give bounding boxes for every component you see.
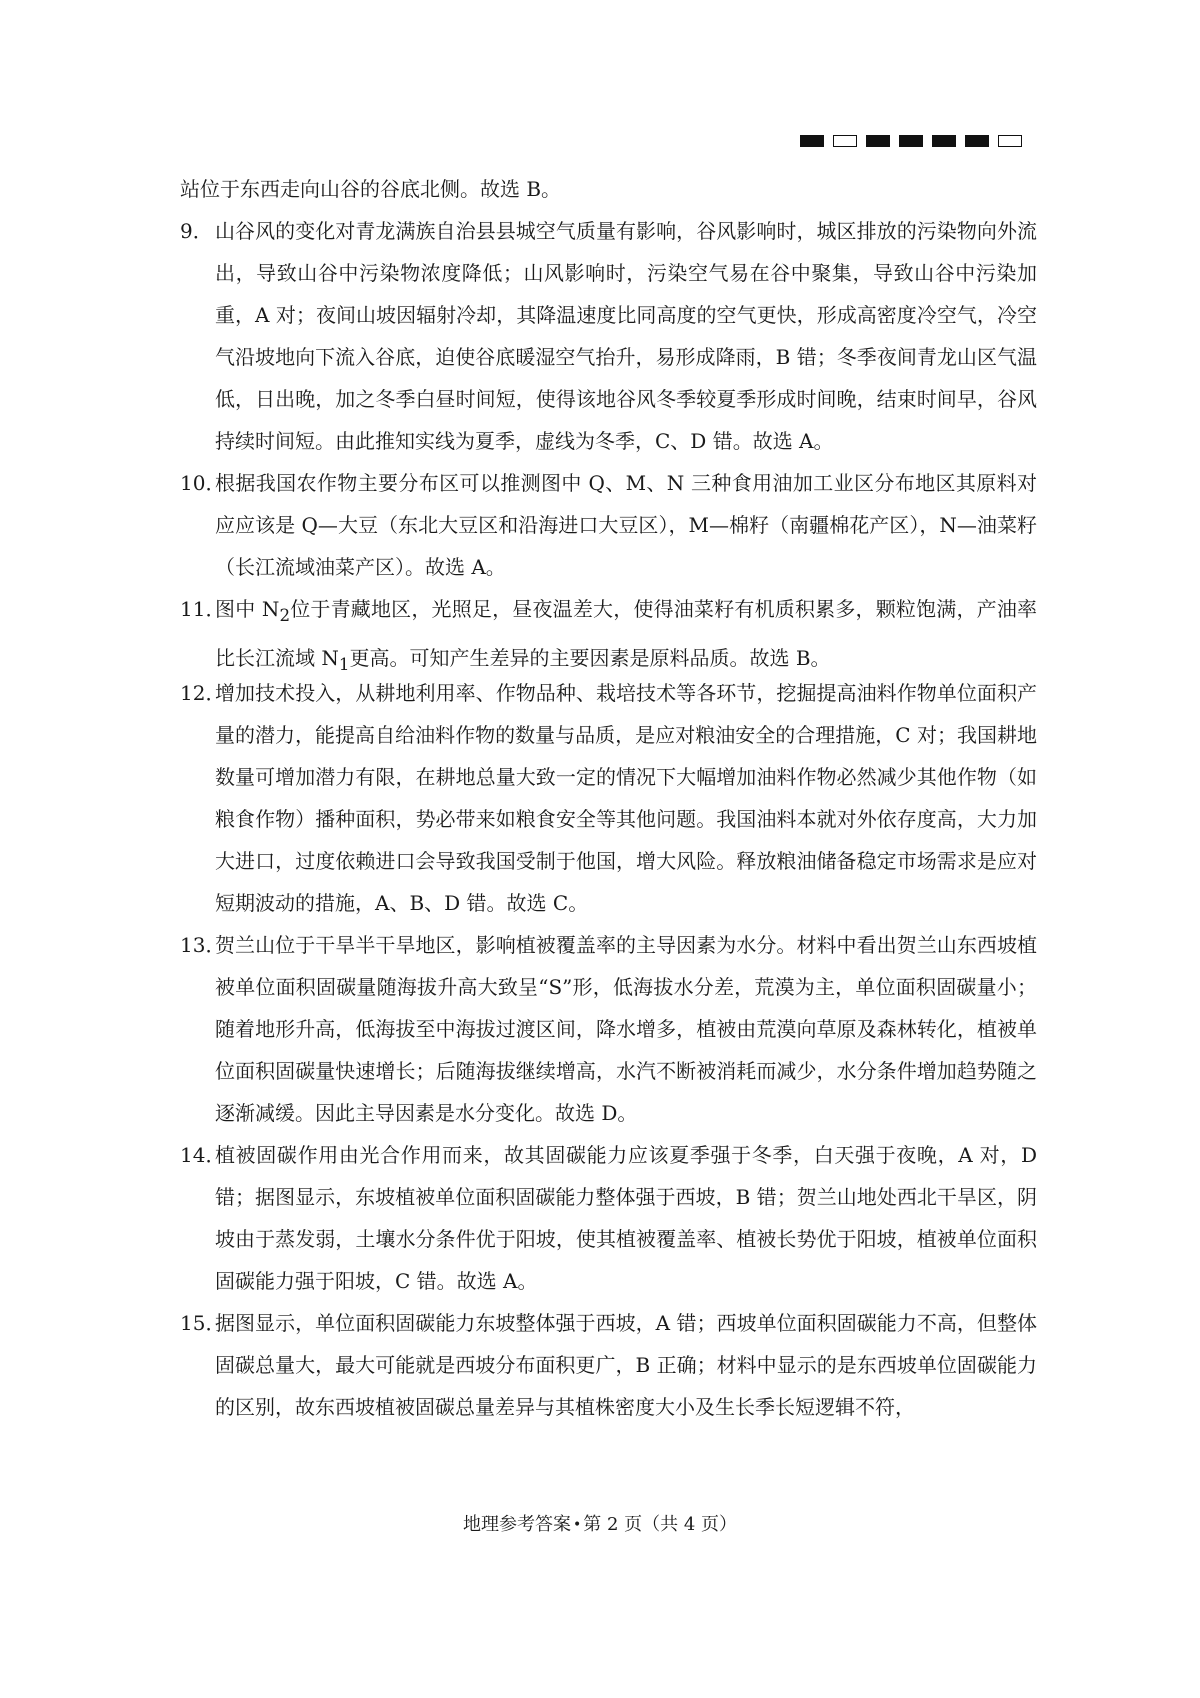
answer-number: 12． xyxy=(180,681,226,705)
answer-number: 13． xyxy=(180,933,226,957)
answer-text-part: 更高。可知产生差异的主要因素是原料品质。故选 B。 xyxy=(349,646,831,670)
subscript: 2 xyxy=(279,606,291,625)
continuation-paragraph xyxy=(180,168,1037,210)
continuation-text: 站位于东西走向山谷的谷底北侧。故选 B。 xyxy=(180,177,562,201)
answer-item-15 xyxy=(180,1302,1037,1428)
answer-item-10 xyxy=(180,462,1037,588)
answer-text: 根据我国农作物主要分布区可以推测图中 Q、M、N 三种食用油加工业区分布地区其原料对应应该是 Q—大豆（东北大豆区和沿海进口大豆区），M—棉籽（南疆棉花产区），N—油菜籽（长江流域油菜产区）。故选 A。 xyxy=(215,471,1037,579)
answer-text: 植被固碳作用由光合作用而来，故其固碳能力应该夏季强于冬季，白天强于夜晚，A 对，D 错；据图显示，东坡植被单位面积固碳能力整体强于西坡，B 错；贺兰山地处西北干旱区，阴坡由于蒸发弱，土壤水分条件优于阳坡，使其植被覆盖率、植被长势优于阳坡，植被单位面积固碳能力强于阳坡，C 错。故选 A。 xyxy=(215,1143,1037,1293)
answer-number: 10． xyxy=(180,471,226,495)
answer-number: 11． xyxy=(180,597,226,621)
header-mark-hollow xyxy=(998,135,1022,147)
answer-item-13 xyxy=(180,924,1037,1134)
answer-text-part: 图中 N xyxy=(215,597,280,621)
answer-text: 增加技术投入，从耕地利用率、作物品种、栽培技术等各环节，挖掘提高油料作物单位面积产量的潜力，能提高自给油料作物的数量与品质，是应对粮油安全的合理措施，C 对；我国耕地数量可增加潜力有限，在耕地总量大致一定的情况下大幅增加油料作物必然减少其他作物（如粮食作物）播种面积，势必带来如粮食安全等其他问题。我国油料本就对外依存度高，大力加大进口，过度依赖进口会导致我国受制于他国，增大风险。释放粮油储备稳定市场需求是应对短期波动的措施，A、B、D 错。故选 C。 xyxy=(215,681,1037,915)
header-marks xyxy=(800,135,1022,149)
page-footer xyxy=(0,1510,1200,1536)
answer-text-part: 位于青藏地区，光照足，昼夜温差大，使得油菜籽有机质积累多，颗粒饱满，产油率比长江流域 N xyxy=(215,597,1038,670)
header-mark-hollow xyxy=(833,135,857,147)
answer-text: 贺兰山位于干旱半干旱地区，影响植被覆盖率的主导因素为水分。材料中看出贺兰山东西坡植被单位面积固碳量随海拔升高大致呈“S”形，低海拔水分差，荒漠为主，单位面积固碳量小；随着地形升高，低海拔至中海拔过渡区间，降水增多，植被由荒漠向草原及森林转化，植被单位面积固碳量快速增长；后随海拔继续增高，水汽不断被消耗而减少，水分条件增加趋势随之逐渐减缓。因此主导因素是水分变化。故选 D。 xyxy=(215,933,1037,1125)
footer-dot: • xyxy=(572,1517,582,1533)
header-mark-filled xyxy=(800,135,824,147)
answer-number: 14． xyxy=(180,1143,226,1167)
header-mark-filled xyxy=(932,135,956,147)
answer-item-12 xyxy=(180,672,1037,924)
answer-number: 9． xyxy=(180,219,213,243)
footer-subject: 地理参考答案 xyxy=(462,1514,571,1535)
answer-text: 山谷风的变化对青龙满族自治县县城空气质量有影响，谷风影响时，城区排放的污染物向外流出，导致山谷中污染物浓度降低；山风影响时，污染空气易在谷中聚集，导致山谷中污染加重，A 对；夜间山坡因辐射冷却，其降温速度比同高度的空气更快，形成高密度冷空气，冷空气沿坡地向下流入谷底，迫使谷底暖湿空气抬升，易形成降雨，B 错；冬季夜间青龙山区气温低，日出晚，加之冬季白昼时间短，使得该地谷风冬季较夏季形成时间晚，结束时间早，谷风持续时间短。由此推知实线为夏季，虚线为冬季，C、D 错。故选 A。 xyxy=(215,219,1037,453)
answer-text: 据图显示，单位面积固碳能力东坡整体强于西坡，A 错；西坡单位面积固碳能力不高，但整体固碳总量大，最大可能就是西坡分布面积更广，B 正确；材料中显示的是东西坡单位固碳能力的区别，故东西坡植被固碳总量差异与其植株密度大小及生长季长短逻辑不符， xyxy=(215,1311,1037,1419)
answer-number: 15． xyxy=(180,1311,226,1335)
subscript: 1 xyxy=(338,655,350,674)
answer-item-9 xyxy=(180,210,1037,462)
header-mark-filled xyxy=(965,135,989,147)
header-mark-filled xyxy=(866,135,890,147)
footer-page-number: 第 2 页（共 4 页） xyxy=(583,1514,738,1535)
header-mark-filled xyxy=(899,135,923,147)
answer-item-14 xyxy=(180,1134,1037,1302)
